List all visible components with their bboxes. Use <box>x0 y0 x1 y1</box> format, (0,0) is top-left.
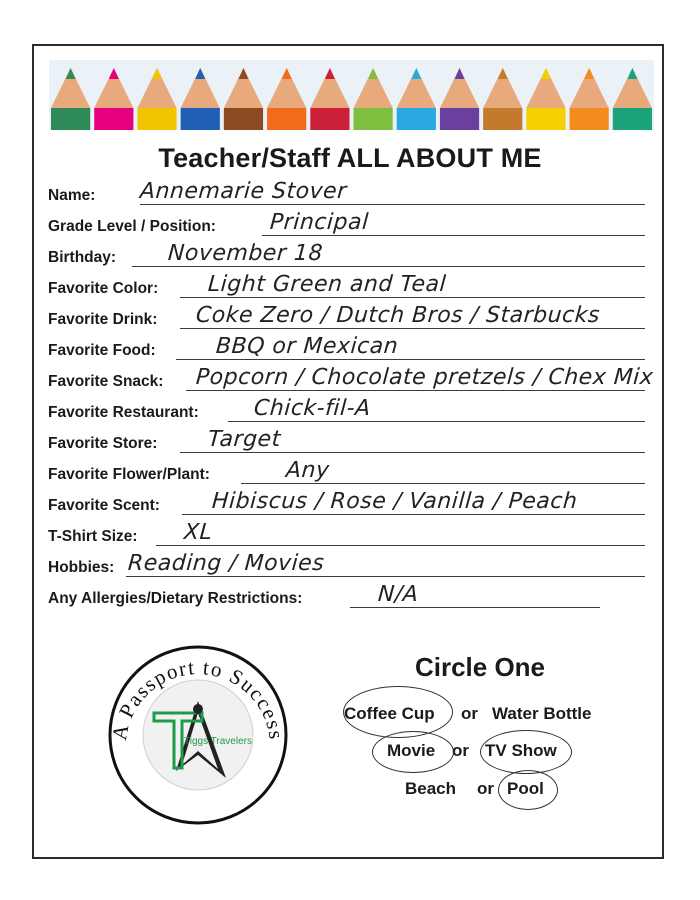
field-answer[interactable]: Light Green and Teal <box>207 272 448 297</box>
field-answer[interactable]: XL <box>183 520 214 545</box>
passport-logo <box>98 643 298 828</box>
field-row <box>48 491 658 517</box>
field-underline <box>180 328 645 329</box>
pencil-icon <box>137 68 176 130</box>
field-underline <box>228 421 645 422</box>
field-row <box>48 181 658 207</box>
circled-movie <box>372 731 454 773</box>
field-answer[interactable]: November 18 <box>167 241 324 266</box>
field-label: Any Allergies/Dietary Restrictions: <box>48 590 303 607</box>
field-label: Hobbies: <box>48 559 115 576</box>
field-underline <box>182 514 645 515</box>
field-underline <box>180 297 645 298</box>
field-answer[interactable]: Target <box>207 427 282 452</box>
field-answer[interactable]: Reading / Movies <box>127 551 326 576</box>
field-label: Favorite Flower/Plant: <box>48 466 210 483</box>
choice-tv-show[interactable]: TV Show <box>485 741 557 760</box>
field-label: Grade Level / Position: <box>48 218 216 235</box>
field-answer[interactable]: Popcorn / Chocolate pretzels / Chex Mix <box>195 365 655 390</box>
field-label: T-Shirt Size: <box>48 528 138 545</box>
choice-or-1: or <box>461 704 478 723</box>
choice-coffee-cup[interactable]: Coffee Cup <box>344 704 435 723</box>
pencil-icon <box>526 68 565 130</box>
choice-or-2: or <box>452 741 469 760</box>
field-label: Favorite Snack: <box>48 373 164 390</box>
field-underline <box>186 390 645 391</box>
form-title: Teacher/Staff ALL ABOUT ME <box>158 143 542 173</box>
field-answer[interactable]: Annemarie Stover <box>139 179 348 204</box>
field-row <box>48 243 658 269</box>
field-underline <box>241 483 645 484</box>
field-row <box>48 522 658 548</box>
pencil-icon <box>267 68 306 130</box>
pencil-icon <box>224 68 263 130</box>
circled-pool <box>498 770 558 810</box>
field-underline <box>176 359 645 360</box>
circle-one-heading: Circle One <box>414 652 546 682</box>
field-label: Favorite Store: <box>48 435 158 452</box>
pencil-icon <box>483 68 522 130</box>
pencil-icon <box>181 68 220 130</box>
field-underline <box>350 607 600 608</box>
field-row <box>48 336 658 362</box>
choice-beach[interactable]: Beach <box>405 779 457 798</box>
field-answer[interactable]: Principal <box>269 210 370 235</box>
field-answer[interactable]: Any <box>285 458 331 483</box>
field-underline <box>140 204 645 205</box>
circled-tv-show <box>480 730 572 774</box>
field-answer[interactable]: Coke Zero / Dutch Bros / Starbucks <box>195 303 601 328</box>
field-underline <box>156 545 645 546</box>
field-row <box>48 429 658 455</box>
choice-water-bottle[interactable]: Water Bottle <box>492 704 592 723</box>
svg-text:Tiggs Travelers: Tiggs Travelers <box>184 736 252 747</box>
pencil-banner-image <box>49 60 654 130</box>
field-row <box>48 274 658 300</box>
choice-movie[interactable]: Movie <box>387 741 436 760</box>
field-row <box>48 367 658 393</box>
field-row <box>48 553 658 579</box>
field-label: Name: <box>48 187 96 204</box>
pencil-icon <box>440 68 479 130</box>
field-label: Favorite Food: <box>48 342 156 359</box>
field-row <box>48 212 658 238</box>
field-label: Birthday: <box>48 249 117 266</box>
field-underline <box>132 266 645 267</box>
field-label: Favorite Color: <box>48 280 159 297</box>
field-row <box>48 305 658 331</box>
pencil-icon <box>613 68 652 130</box>
field-label: Favorite Scent: <box>48 497 160 514</box>
field-label: Favorite Restaurant: <box>48 404 199 421</box>
pencil-icon <box>570 68 609 130</box>
pencil-icon <box>310 68 349 130</box>
field-row <box>48 398 658 424</box>
field-answer[interactable]: N/A <box>377 582 420 607</box>
circled-coffee-cup <box>343 686 453 738</box>
pencil-icon <box>51 68 90 130</box>
field-underline <box>126 576 645 577</box>
choice-pool[interactable]: Pool <box>507 779 544 798</box>
svg-text:A Passport to Success: A Passport to Success <box>107 655 289 742</box>
field-underline <box>262 235 645 236</box>
choice-or-3: or <box>477 779 494 798</box>
pencil-icon <box>354 68 393 130</box>
field-answer[interactable]: Hibiscus / Rose / Vanilla / Peach <box>211 489 579 514</box>
field-answer[interactable]: BBQ or Mexican <box>215 334 400 359</box>
field-label: Favorite Drink: <box>48 311 158 328</box>
pencil-icon <box>94 68 133 130</box>
field-row <box>48 460 658 486</box>
field-row <box>48 584 658 610</box>
pencil-icon <box>397 68 436 130</box>
field-answer[interactable]: Chick-fil-A <box>253 396 372 421</box>
field-underline <box>180 452 645 453</box>
